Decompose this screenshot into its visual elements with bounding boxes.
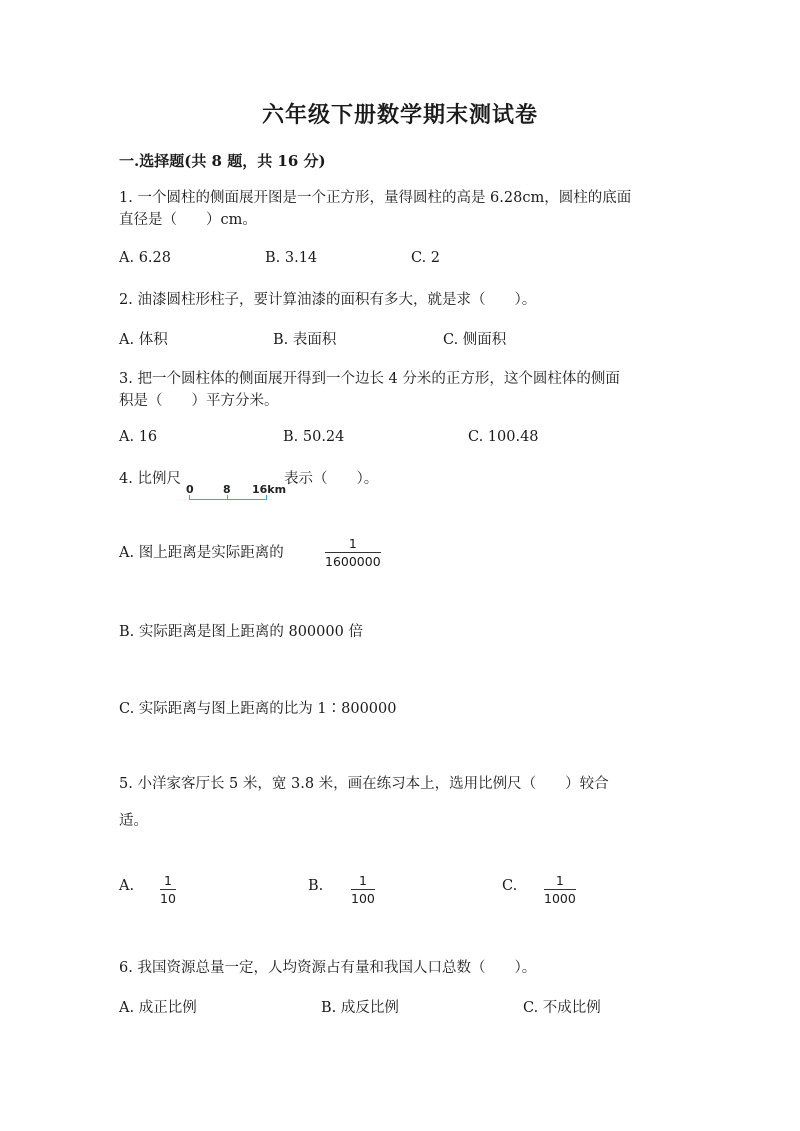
question-2-text: 2. 油漆圆柱形柱子，要计算油漆的面积有多大，就是求（ ）。 <box>119 292 537 308</box>
scale-tick-0 <box>189 495 190 500</box>
question-5-option-a-fraction <box>160 873 176 906</box>
question-5-text-line1: 5. 小洋家客厅长 5 米，宽 3.8 米，画在练习本上，选用比例尺（ ）较合 <box>119 776 609 792</box>
fraction-denominator: 1600000 <box>325 554 381 569</box>
question-4-option-a: A. 图上距离是实际距离的 <box>119 545 284 561</box>
fraction-numerator: 1 <box>555 873 564 888</box>
question-5-text-line2: 适。 <box>119 813 148 829</box>
fraction-denominator: 10 <box>160 891 176 906</box>
fraction-bar <box>544 889 576 890</box>
question-6-option-c: C. 不成比例 <box>523 1000 601 1016</box>
question-3-text-line1: 3. 把一个圆柱体的侧面展开得到一个边长 4 分米的正方形，这个圆柱体的侧面 <box>119 371 620 387</box>
question-1-option-b: B. 3.14 <box>265 250 318 266</box>
question-4-option-c: C. 实际距离与图上距离的比为 1∶800000 <box>119 701 397 717</box>
question-4-text-prefix: 4. 比例尺 <box>119 471 181 487</box>
section-heading: 一.选择题(共 8 题，共 16 分) <box>119 152 326 170</box>
fraction-numerator: 1 <box>163 873 172 888</box>
fraction-denominator: 1000 <box>544 891 576 906</box>
scale-label-0: 0 <box>186 483 194 496</box>
question-4-option-a-fraction <box>325 536 381 569</box>
scale-tick-16 <box>266 495 267 500</box>
question-6-text: 6. 我国资源总量一定，人均资源占有量和我国人口总数（ ）。 <box>119 960 537 976</box>
page-title: 六年级下册数学期末测试卷 <box>261 102 538 128</box>
fraction-numerator: 1 <box>348 536 357 551</box>
question-5-option-c-fraction <box>544 873 576 906</box>
question-5-option-b-fraction <box>351 873 375 906</box>
question-5-option-c-label: C. <box>502 878 518 894</box>
question-3-option-c: C. 100.48 <box>468 429 539 445</box>
question-4-text-suffix: 表示（ ）。 <box>284 471 379 487</box>
fraction-denominator: 100 <box>351 891 375 906</box>
scale-label-8: 8 <box>223 483 231 496</box>
question-3-option-a: A. 16 <box>119 429 158 445</box>
question-4-option-b: B. 实际距离是图上距离的 800000 倍 <box>119 624 363 640</box>
scale-line <box>189 499 267 500</box>
question-3-option-b: B. 50.24 <box>283 429 345 445</box>
fraction-bar <box>160 889 176 890</box>
scale-label-16km: 16km <box>252 483 287 496</box>
question-2-option-b: B. 表面积 <box>273 332 337 348</box>
fraction-bar <box>351 889 375 890</box>
question-2-option-c: C. 侧面积 <box>443 332 507 348</box>
question-1-option-a: A. 6.28 <box>119 250 171 266</box>
question-3-text-line2: 积是（ ）平方分米。 <box>119 393 279 409</box>
scale-tick-8 <box>227 495 228 500</box>
scale-bar-figure <box>186 484 286 504</box>
question-6-option-b: B. 成反比例 <box>321 1000 399 1016</box>
question-2-option-a: A. 体积 <box>119 332 168 348</box>
question-1-option-c: C. 2 <box>411 250 441 266</box>
question-1-text-line1: 1. 一个圆柱的侧面展开图是一个正方形，量得圆柱的高是 6.28cm，圆柱的底面 <box>119 190 632 206</box>
question-5-option-a-label: A. <box>119 878 135 894</box>
question-6-option-a: A. 成正比例 <box>119 1000 197 1016</box>
question-5-option-b-label: B. <box>308 878 324 894</box>
fraction-numerator: 1 <box>358 873 367 888</box>
fraction-bar <box>325 552 381 553</box>
question-1-text-line2: 直径是（ ）cm。 <box>119 212 257 228</box>
